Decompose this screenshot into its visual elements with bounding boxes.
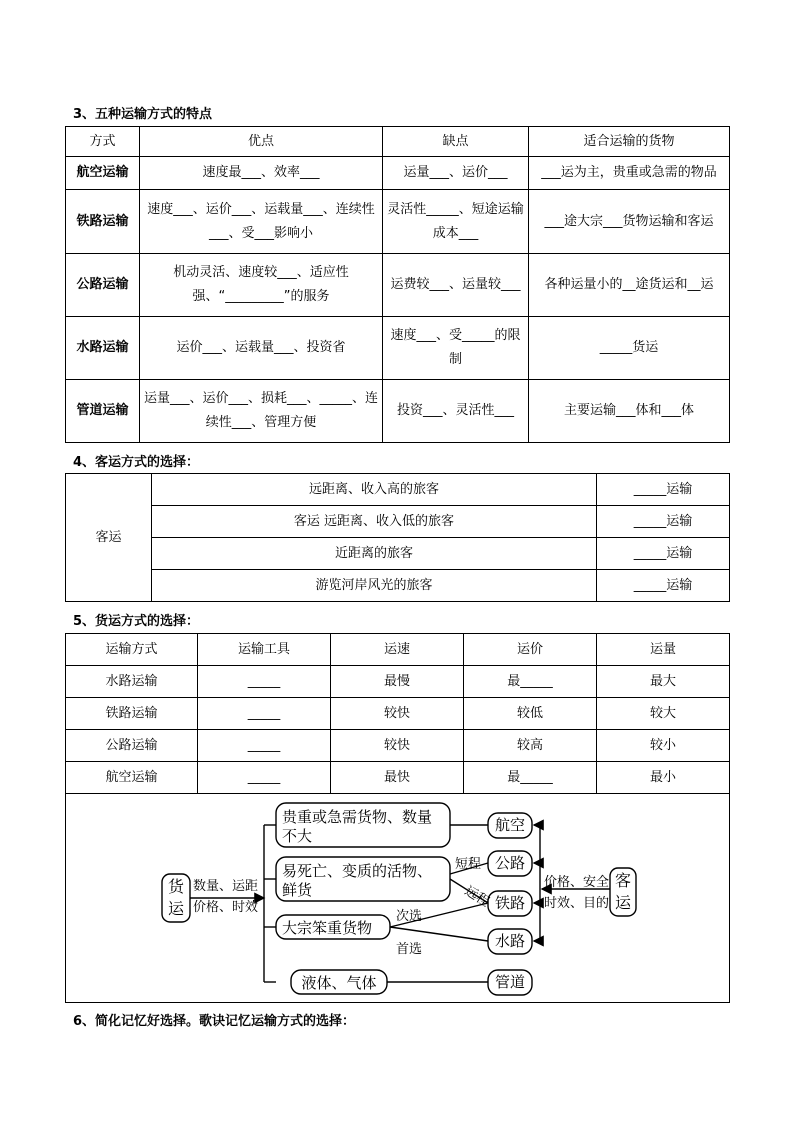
table-row	[66, 380, 730, 443]
case-cell: 远距离、收入高的旅客	[152, 474, 597, 506]
answer-cell: _____运输	[597, 474, 730, 506]
cargo-valuable-2: 不大	[282, 827, 313, 845]
table-row	[66, 730, 730, 762]
short-route-label: 短程	[455, 857, 482, 872]
goods-cell: 主要运输___体和___体	[529, 380, 730, 443]
transport-features-table	[65, 126, 730, 443]
mode-water: 水路	[494, 932, 526, 950]
section-6-heading: 6、简化记忆好选择。歌诀记忆运输方式的选择：	[73, 1014, 356, 1029]
price-cell: 较低	[464, 698, 597, 730]
answer-cell: _____运输	[597, 538, 730, 570]
cargo-bulky: 大宗笨重货物	[282, 919, 373, 937]
table-row	[66, 506, 730, 538]
first-choice-label: 首选	[396, 942, 423, 957]
section-5-heading: 5、货运方式的选择：	[73, 614, 200, 629]
vehicle-cell: _____	[198, 762, 331, 794]
volume-cell: 较小	[597, 730, 730, 762]
cargo-valuable-1: 贵重或急需货物、数量	[282, 808, 433, 826]
passenger-group-label: 客运	[66, 474, 152, 602]
speed-cell: 最快	[331, 762, 464, 794]
cargo-perishable-1: 易死亡、变质的活物、	[282, 862, 433, 880]
diagram-row	[66, 794, 730, 1003]
table-row	[66, 157, 730, 190]
cons-cell: 速度___、受_____的限制	[383, 317, 529, 380]
table-row	[66, 474, 730, 506]
mode-road: 公路	[494, 854, 526, 872]
table-row	[66, 538, 730, 570]
case-cell: 游览河岸风光的旅客	[152, 570, 597, 602]
freight-factors-2: 价格、时效	[193, 900, 259, 915]
table-row	[66, 254, 730, 317]
mode-cell: 铁路运输	[66, 190, 140, 254]
goods-cell: _____货运	[529, 317, 730, 380]
mode-cell: 管道运输	[66, 380, 140, 443]
speed-cell: 较快	[331, 698, 464, 730]
table-header-row	[66, 634, 730, 666]
volume-cell: 最小	[597, 762, 730, 794]
price-cell: 最_____	[464, 666, 597, 698]
vehicle-cell: _____	[198, 666, 331, 698]
cons-cell: 灵活性_____、短途运输成本___	[383, 190, 529, 254]
pros-cell: 运价___、运载量___、投资省	[140, 317, 383, 380]
answer-cell: _____运输	[597, 570, 730, 602]
pros-cell: 机动灵活、速度较___、适应性强、“_________”的服务	[140, 254, 383, 317]
cons-cell: 运费较___、运量较___	[383, 254, 529, 317]
header-pros: 优点	[140, 127, 383, 157]
table-row	[66, 570, 730, 602]
passenger-factors-2: 时效、目的	[544, 896, 610, 911]
price-cell: 较高	[464, 730, 597, 762]
passenger-label-1: 客	[614, 871, 632, 890]
goods-cell: ___运为主，贵重或急需的物品	[529, 157, 730, 190]
header-speed: 运速	[331, 634, 464, 666]
vehicle-cell: _____	[198, 698, 331, 730]
vehicle-cell: _____	[198, 730, 331, 762]
mode-rail: 铁路	[494, 894, 526, 912]
header-goods: 适合运输的货物	[529, 127, 730, 157]
long-route-label: 远程	[461, 883, 492, 911]
pros-cell: 速度___、运价___、运载量___、连续性___、受___影响小	[140, 190, 383, 254]
mode-cell: 水路运输	[66, 317, 140, 380]
mode-cell: 航空运输	[66, 157, 140, 190]
mode-cell: 航空运输	[66, 762, 198, 794]
transport-choice-diagram	[66, 794, 728, 1002]
cargo-liquid-gas: 液体、气体	[301, 974, 377, 992]
volume-cell: 最大	[597, 666, 730, 698]
table-row	[66, 190, 730, 254]
table-row	[66, 317, 730, 380]
header-cons: 缺点	[383, 127, 529, 157]
second-choice-label: 次选	[396, 909, 423, 924]
table-row	[66, 762, 730, 794]
passenger-factors-1: 价格、安全	[544, 875, 610, 890]
freight-factors-1: 数量、运距	[193, 879, 259, 894]
header-vehicle: 运输工具	[198, 634, 331, 666]
case-cell: 客运 远距离、收入低的旅客	[152, 506, 597, 538]
diagram-cell	[66, 794, 730, 1003]
header-price: 运价	[464, 634, 597, 666]
mode-cell: 公路运输	[66, 730, 198, 762]
cargo-perishable-2: 鲜货	[282, 881, 313, 899]
section-4-heading: 4、客运方式的选择：	[73, 455, 200, 470]
passenger-choice-table	[65, 473, 730, 602]
cons-cell: 投资___、灵活性___	[383, 380, 529, 443]
mode-air: 航空	[494, 816, 526, 834]
freight-label-1: 货	[167, 877, 185, 896]
table-header-row	[66, 127, 730, 157]
header-mode: 方式	[66, 127, 140, 157]
speed-cell: 最慢	[331, 666, 464, 698]
table-row	[66, 698, 730, 730]
freight-label-2: 运	[167, 899, 185, 918]
speed-cell: 较快	[331, 730, 464, 762]
header-mode: 运输方式	[66, 634, 198, 666]
mode-cell: 水路运输	[66, 666, 198, 698]
mode-cell: 公路运输	[66, 254, 140, 317]
goods-cell: 各种运量小的__途货运和__运	[529, 254, 730, 317]
freight-choice-table	[65, 633, 730, 1003]
mode-cell: 铁路运输	[66, 698, 198, 730]
table-row	[66, 666, 730, 698]
cons-cell: 运量___、运价___	[383, 157, 529, 190]
goods-cell: ___途大宗___货物运输和客运	[529, 190, 730, 254]
pros-cell: 运量___、运价___、损耗___、_____、连续性___、管理方便	[140, 380, 383, 443]
case-cell: 近距离的旅客	[152, 538, 597, 570]
mode-pipe: 管道	[494, 973, 526, 991]
price-cell: 最_____	[464, 762, 597, 794]
pros-cell: 速度最___、效率___	[140, 157, 383, 190]
answer-cell: _____运输	[597, 506, 730, 538]
header-volume: 运量	[597, 634, 730, 666]
passenger-label-2: 运	[614, 893, 632, 912]
volume-cell: 较大	[597, 698, 730, 730]
section-3-heading: 3、五种运输方式的特点	[73, 107, 213, 122]
